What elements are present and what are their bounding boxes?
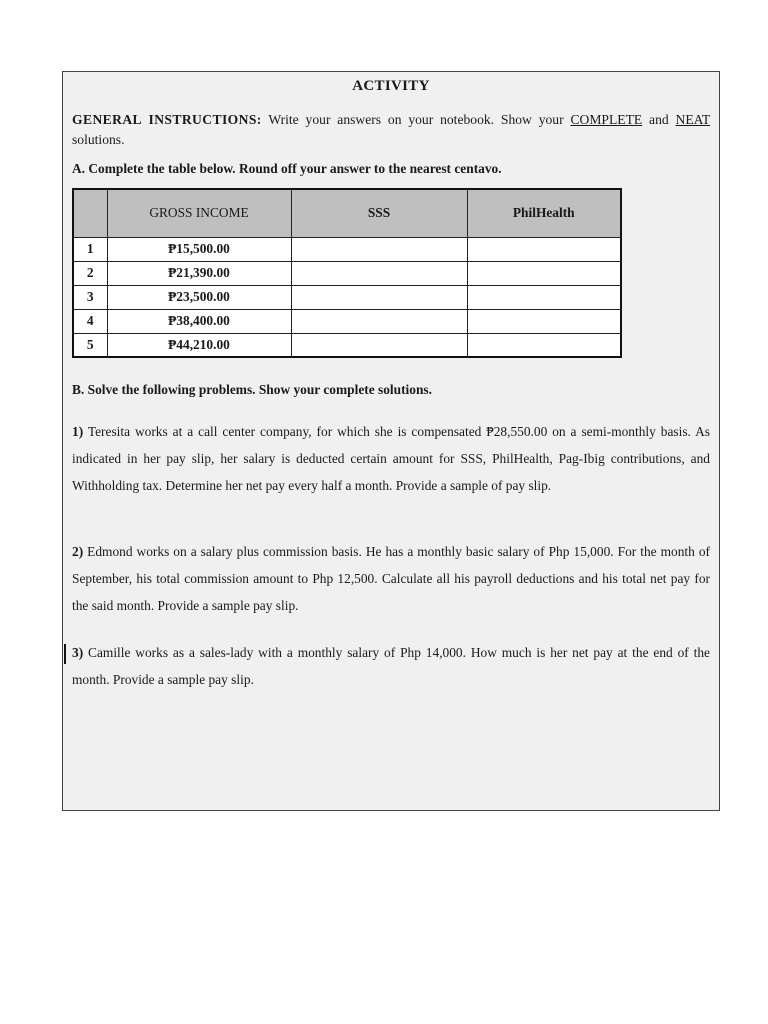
instructions-complete: COMPLETE bbox=[570, 112, 643, 127]
col-header-number bbox=[73, 189, 107, 237]
problem-2 bbox=[72, 538, 710, 619]
gross-income-cell: ₱38,400.00 bbox=[107, 309, 291, 333]
sss-cell[interactable] bbox=[291, 285, 467, 309]
table-row bbox=[73, 285, 621, 309]
part-b-heading: B. Solve the following problems. Show your complete solutions. bbox=[72, 382, 432, 397]
sss-cell[interactable] bbox=[291, 333, 467, 357]
problem-number: 3) bbox=[72, 645, 84, 660]
problem-3 bbox=[72, 639, 710, 693]
activity-box bbox=[62, 71, 720, 811]
activity-title: ACTIVITY bbox=[352, 78, 430, 94]
table-row bbox=[73, 261, 621, 285]
problem-number: 2) bbox=[72, 544, 84, 559]
instructions-label: GENERAL INSTRUCTIONS: bbox=[72, 112, 262, 127]
row-number: 1 bbox=[73, 237, 107, 261]
philhealth-cell[interactable] bbox=[467, 261, 621, 285]
col-header-gross-income: GROSS INCOME bbox=[107, 189, 291, 237]
instructions-neat: NEAT bbox=[675, 112, 710, 127]
deductions-table bbox=[72, 188, 622, 358]
general-instructions bbox=[72, 110, 710, 150]
problem-text: Teresita works at a call center company, for which she is compensated ₱28,550.00 on a semi-monthly basis. As indicated in her pay slip, her salary is deducted certain amount for SSS, PhilHealth, Pag-Ibig contributions, and Withholding tax. Determine her net pay every half a month. Provide a sample of pay slip. bbox=[72, 424, 710, 493]
row-number: 5 bbox=[73, 333, 107, 357]
col-header-philhealth: PhilHealth bbox=[467, 189, 621, 237]
instructions-text-1: Write your answers on your notebook. Show your bbox=[261, 112, 571, 127]
gross-income-cell: ₱44,210.00 bbox=[107, 333, 291, 357]
philhealth-cell[interactable] bbox=[467, 333, 621, 357]
sss-cell[interactable] bbox=[291, 261, 467, 285]
row-number: 4 bbox=[73, 309, 107, 333]
gross-income-cell: ₱21,390.00 bbox=[107, 261, 291, 285]
philhealth-cell[interactable] bbox=[467, 285, 621, 309]
sss-cell[interactable] bbox=[291, 309, 467, 333]
instructions-text-3: solutions. bbox=[72, 132, 125, 147]
row-number: 2 bbox=[73, 261, 107, 285]
sss-cell[interactable] bbox=[291, 237, 467, 261]
gross-income-cell: ₱15,500.00 bbox=[107, 237, 291, 261]
col-header-sss: SSS bbox=[291, 189, 467, 237]
philhealth-cell[interactable] bbox=[467, 309, 621, 333]
margin-marker bbox=[64, 644, 66, 664]
philhealth-cell[interactable] bbox=[467, 237, 621, 261]
part-a-heading: A. Complete the table below. Round off your answer to the nearest centavo. bbox=[72, 161, 502, 176]
table-row bbox=[73, 309, 621, 333]
table-header-row bbox=[73, 189, 621, 237]
problem-1 bbox=[72, 418, 710, 499]
gross-income-cell: ₱23,500.00 bbox=[107, 285, 291, 309]
row-number: 3 bbox=[73, 285, 107, 309]
instructions-text-2: and bbox=[642, 112, 676, 127]
problem-number: 1) bbox=[72, 424, 84, 439]
table-row bbox=[73, 333, 621, 357]
table-row bbox=[73, 237, 621, 261]
problem-text: Camille works as a sales-lady with a monthly salary of Php 14,000. How much is her net pay at the end of the month. Provide a sample pay slip. bbox=[72, 645, 710, 687]
problem-text: Edmond works on a salary plus commission basis. He has a monthly basic salary of Php 15,000. For the month of September, his total commission amount to Php 12,500. Calculate all his payroll deductions and his total net pay for the said month. Provide a sample pay slip. bbox=[72, 544, 710, 613]
